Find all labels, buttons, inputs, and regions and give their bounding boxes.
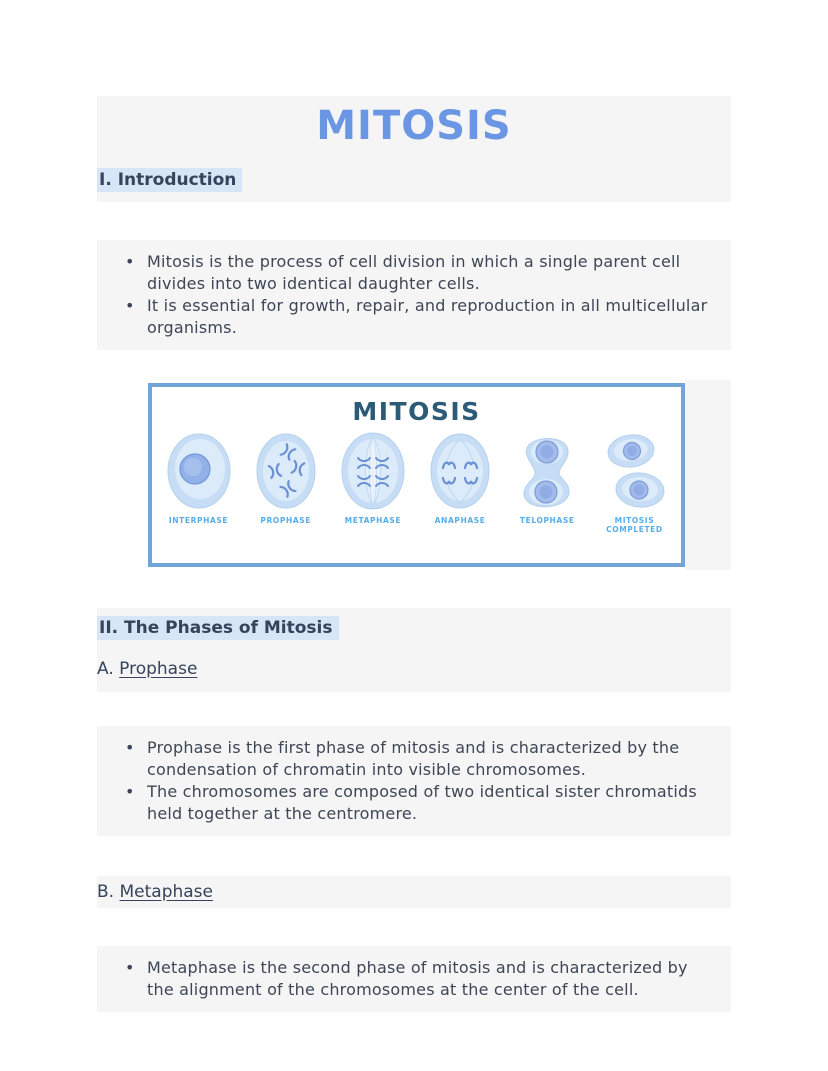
stage-label: ANAPHASE: [434, 516, 486, 525]
figure-title: MITOSIS: [352, 397, 481, 426]
telophase-cell-illustration: [507, 429, 587, 513]
stage-prophase: [242, 429, 329, 534]
intro-heading-text: I. Introduction: [97, 168, 242, 192]
title-block: [97, 96, 731, 202]
intro-section-heading: [97, 168, 731, 192]
anaphase-cell-illustration: [420, 429, 500, 513]
stage-anaphase: [417, 429, 504, 534]
stage-label: INTERPHASE: [168, 516, 229, 525]
subsection-a-prefix: A.: [97, 659, 120, 679]
stage-label: TELOPHASE: [519, 516, 575, 525]
stage-telophase: [504, 429, 591, 534]
spacer: [97, 202, 731, 240]
subsection-b-heading: [97, 881, 731, 903]
phases-heading-block: [97, 608, 731, 692]
metaphase-bullet-list: [97, 957, 715, 1001]
list-item: • Mitosis is the process of cell division in which a single parent cell divides into two identical daughter cells.: [97, 251, 715, 295]
subsection-a-heading: [97, 658, 731, 680]
stage-mitosis-completed: [591, 429, 678, 534]
stages-row: [152, 429, 681, 534]
prophase-cell-illustration: [246, 429, 326, 513]
metaphase-heading-block: [97, 876, 731, 908]
metaphase-bullets-block: [97, 946, 731, 1012]
phases-section-heading: [97, 616, 731, 640]
document-page: [97, 96, 731, 1012]
figure-frame: [148, 383, 685, 567]
list-item: • Prophase is the first phase of mitosis and is characterized by the condensation of chromatin into visible chromosomes.: [97, 737, 715, 781]
stage-label: PROPHASE: [260, 516, 311, 525]
document-title: MITOSIS: [316, 103, 512, 149]
intro-bullet-list: [97, 251, 715, 339]
subsection-a-name: Prophase: [119, 659, 198, 679]
prophase-bullet-list: [97, 737, 715, 825]
mitosis-completed-illustration: [594, 429, 674, 513]
figure-block: [97, 380, 731, 570]
list-item: • Metaphase is the second phase of mitosis and is characterized by the alignment of the chromosomes at the center of the cell.: [97, 957, 715, 1001]
spacer: [97, 908, 731, 946]
intro-bullets-block: [97, 240, 731, 350]
subsection-b-prefix: B.: [97, 882, 120, 902]
spacer: [97, 692, 731, 726]
stage-interphase: [155, 429, 242, 534]
spacer: [97, 570, 731, 608]
prophase-bullets-block: [97, 726, 731, 836]
interphase-cell-illustration: [159, 429, 239, 513]
list-item: • The chromosomes are composed of two identical sister chromatids held together at the centromere.: [97, 781, 715, 825]
stage-metaphase: [329, 429, 416, 534]
stage-label: METAPHASE: [344, 516, 402, 525]
spacer: [97, 836, 731, 876]
subsection-b-name: Metaphase: [119, 882, 213, 902]
list-item: • It is essential for growth, repair, and reproduction in all multicellular organisms.: [97, 295, 715, 339]
metaphase-cell-illustration: [333, 429, 413, 513]
stage-label: MITOSIS COMPLETED: [606, 516, 663, 534]
phases-heading-text: II. The Phases of Mitosis: [97, 616, 339, 640]
mitosis-figure-image: [97, 380, 685, 570]
spacer: [97, 350, 731, 380]
